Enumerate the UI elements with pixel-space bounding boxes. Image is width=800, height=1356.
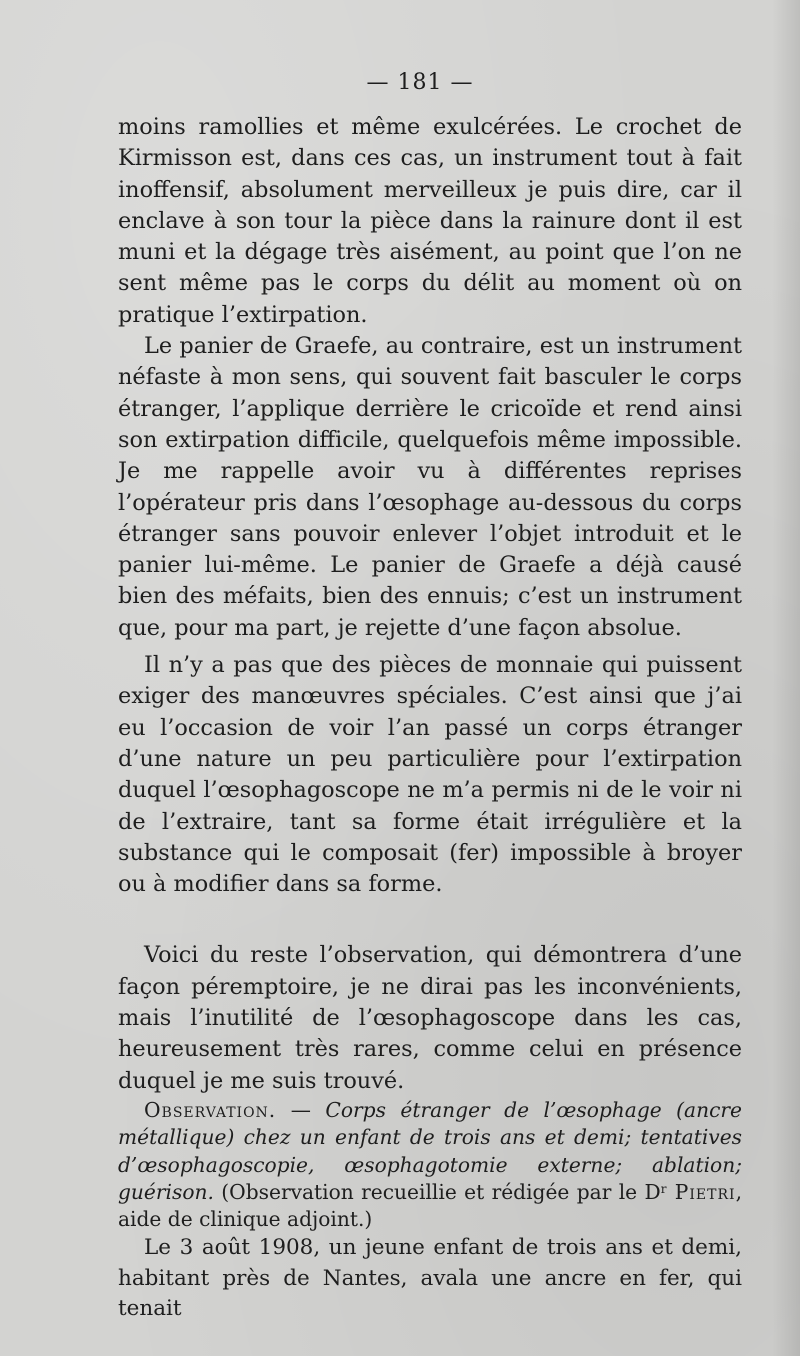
observation-note-start: (Observation recueillie et rédigée par le D <box>213 1179 661 1204</box>
observation-heading <box>118 1097 742 1233</box>
page-body <box>118 112 742 1325</box>
paragraph-continuation: moins ramollies et même exulcérées. Le crochet de Kirmisson est, dans ces cas, un instrument tout à fait inoffensif, absolument merveilleux je puis dire, car il enclave à son tour la pièce dans la rainure dont il est muni et la dégage très aisément, au point que l’on ne sent même pas le corps du délit au moment où on pratique l’extirpation. <box>118 114 742 328</box>
paragraph-graefe-basket: Le panier de Graefe, au contraire, est un instrument néfaste à mon sens, qui souvent fait basculer le corps étranger, l’applique derrière le cricoïde et rend ainsi son extirpation difficile, quelquefois même impossible. Je me rappelle avoir vu à différentes reprises l’opérateur pris dans l’œsophage au-dessous du corps étranger sans pouvoir enlever l’objet introduit et le panier lui-même. Le panier de Graefe a déjà causé bien des méfaits, bien des ennuis; c’est un instrument que, pour ma part, je rejette d’une façon absolue. <box>118 333 742 641</box>
observation-dash: — <box>276 1097 326 1122</box>
observation-note-end: , aide de clinique adjoint.) <box>118 1179 742 1232</box>
paragraph-special-maneuvers: Il n’y a pas que des pièces de monnaie qui puissent exiger des manœuvres spéciales. C’est ainsi que j’ai eu l’occasion de voir l’an passé un corps étranger d’une nature un peu particulière pour l’extirpation duquel l’œsophagoscope ne m’a permis ni de le voir ni de l’extraire, tant sa forme était irrégulière et la substance qui le composait (fer) impossible à broyer ou à modifier dans sa forme. <box>118 652 742 898</box>
doctor-abbrev-superscript: r <box>660 1181 667 1196</box>
doctor-name: Pietri <box>666 1179 736 1204</box>
page-number: — 181 — <box>366 70 474 95</box>
observation-label: Observation. <box>144 1097 277 1122</box>
observation-title: Corps étranger de l’œsophage (ancre métallique) chez un enfant de trois ans et demi; tentatives d’œsophagoscopie, œsophagotomie externe; ablation; guérison. <box>118 1097 742 1204</box>
paragraph-case-start: Le 3 août 1908, un jeune enfant de trois ans et demi, habitant près de Nantes, avala une ancre en fer, qui tenait <box>118 1235 742 1322</box>
paragraph-observation-intro: Voici du reste l’observation, qui démontrera d’une façon péremptoire, je ne dirai pas les inconvénients, mais l’inutilité de l’œsophagoscope dans les cas, heureusement très rares, comme celui en présence duquel je me suis trouvé. <box>118 942 742 1094</box>
